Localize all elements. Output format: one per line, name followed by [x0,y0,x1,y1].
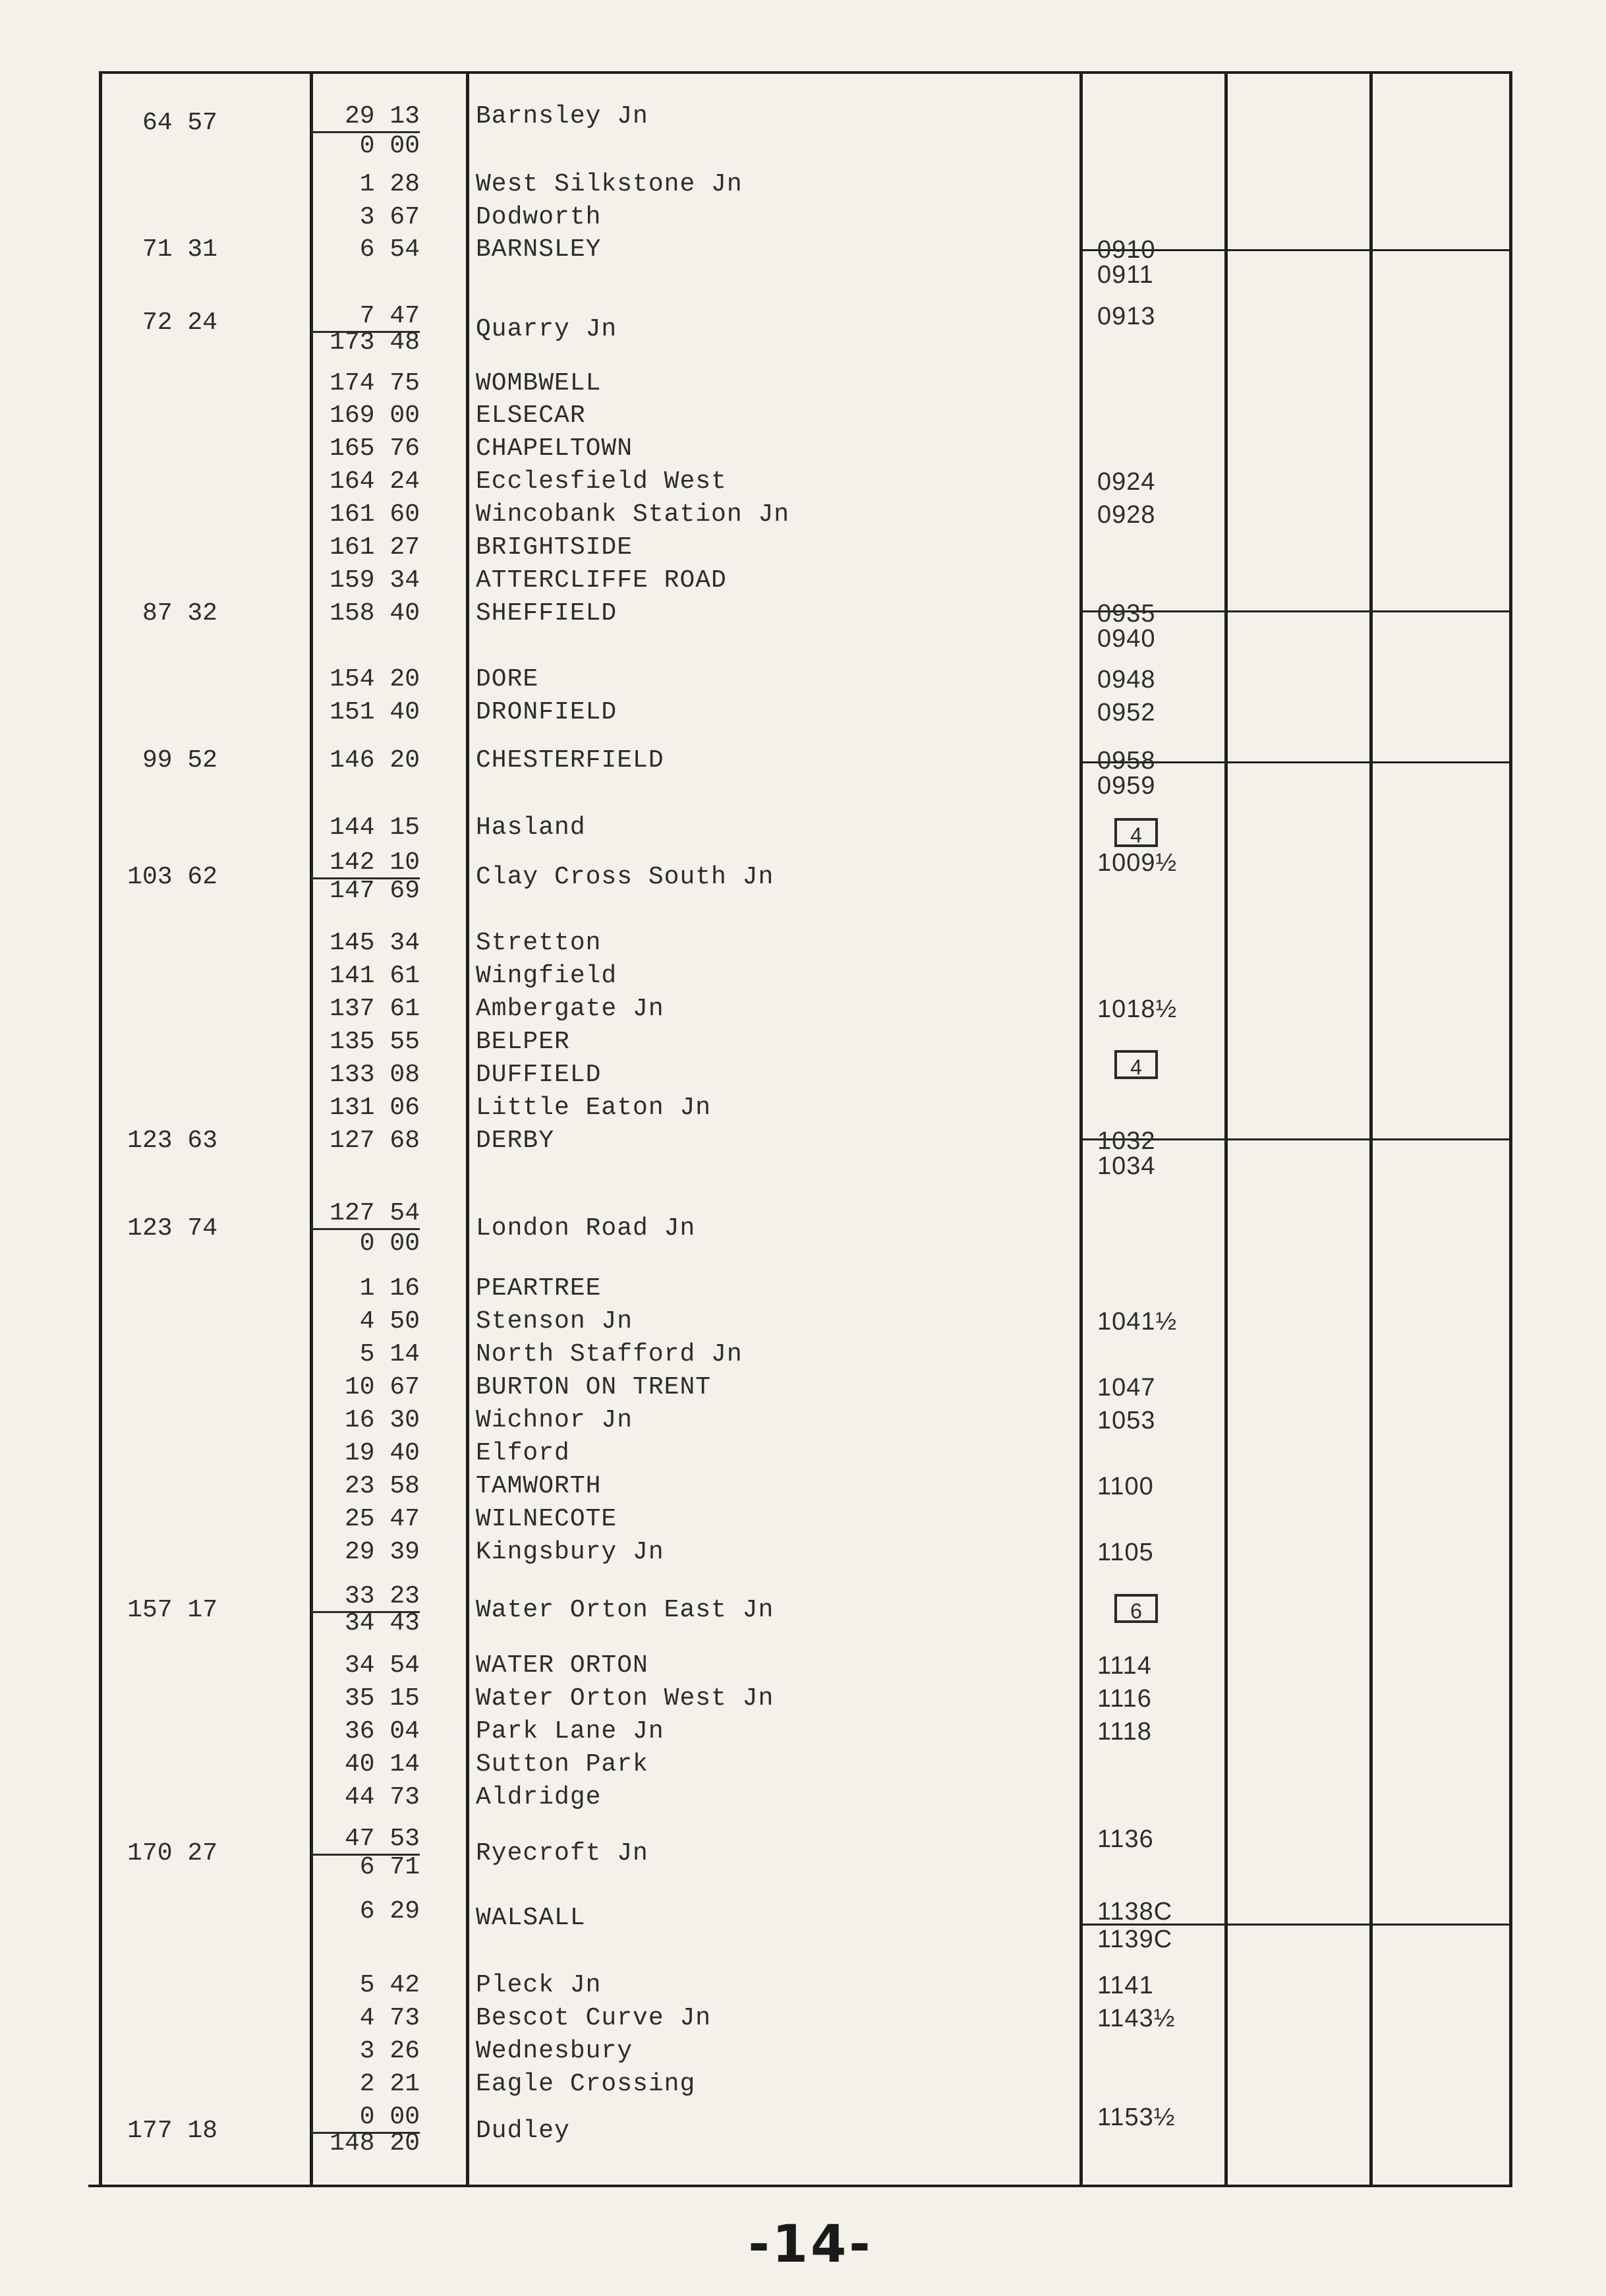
timing: 0958 [1097,747,1156,775]
location-name: Clay Cross South Jn [476,863,774,891]
timing: 0911 [1097,261,1154,289]
cumulative-mileage: 99 52 [142,746,217,775]
section-mileage: 3 26 [359,2037,420,2065]
location-name: Sutton Park [476,1750,648,1779]
location-name: Kingsbury Jn [476,1538,664,1566]
location-name: Eagle Crossing [476,2070,696,2098]
section-mileage: 29 39 [344,1538,420,1566]
allowance-box: 6 [1114,1594,1158,1623]
timing: 0928 [1097,501,1156,529]
section-mileage: 173 48 [330,328,420,357]
location-name: Elford [476,1439,570,1467]
timing: 0940 [1097,625,1156,653]
section-mileage: 141 61 [330,962,420,990]
location-name: DERBY [476,1127,555,1155]
cumulative-mileage: 64 57 [142,109,217,137]
section-mileage: 36 04 [344,1717,420,1746]
section-mileage: 145 34 [330,929,420,957]
location-name: Water Orton West Jn [476,1684,774,1713]
timing: 1116 [1097,1685,1152,1713]
column-divider-time [1079,71,1083,2187]
timing: 1041½ [1097,1308,1178,1336]
location-name: Bescot Curve Jn [476,2004,712,2032]
table-border-top [99,71,1512,74]
section-mileage: 133 08 [330,1061,420,1089]
section-mileage: 154 20 [330,665,420,693]
section-mileage: 164 24 [330,467,420,496]
location-name: WILNECOTE [476,1505,617,1533]
timing: 1141 [1097,1972,1154,1999]
timing: 1136 [1097,1825,1154,1853]
location-name: Wingfield [476,962,617,990]
section-mileage: 6 71 [359,1853,420,1881]
section-mileage: 158 40 [330,599,420,628]
location-name: ATTERCLIFFE ROAD [476,566,727,595]
section-mileage: 0 00 [359,132,420,160]
section-mileage: 127 68 [330,1127,420,1155]
section-mileage: 19 40 [344,1439,420,1467]
section-mileage: 137 61 [330,995,420,1023]
location-name: Wichnor Jn [476,1406,633,1434]
section-mileage: 6 54 [359,235,420,264]
timing: 1105 [1097,1539,1154,1566]
section-mileage: 0 00 [359,1229,420,1258]
location-name: Hasland [476,813,586,842]
location-name: Park Lane Jn [476,1717,664,1746]
location-name: WATER ORTON [476,1651,648,1680]
location-name: BARNSLEY [476,235,602,264]
timing: 0913 [1097,303,1156,330]
location-name: Ryecroft Jn [476,1839,648,1868]
section-mileage: 44 73 [344,1783,420,1811]
cumulative-mileage: 123 63 [127,1127,217,1155]
section-mileage: 7 47 [311,302,420,333]
location-name: Pleck Jn [476,1971,602,1999]
location-name: CHAPELTOWN [476,434,633,463]
timing: 0910 [1097,236,1156,264]
location-name: Stenson Jn [476,1307,633,1336]
location-name: West Silkstone Jn [476,170,743,198]
section-mileage: 25 47 [344,1505,420,1533]
section-mileage: 10 67 [344,1373,420,1401]
timing: 1018½ [1097,995,1178,1023]
section-mileage: 4 50 [359,1307,420,1336]
cumulative-mileage: 123 74 [127,1214,217,1243]
section-mileage: 34 54 [344,1651,420,1680]
table-border-bottom [88,2185,1512,2187]
location-name: Stretton [476,929,602,957]
section-mileage: 148 20 [330,2129,420,2158]
timing: 1118 [1097,1718,1152,1746]
location-name: WALSALL [476,1904,586,1932]
location-name: BELPER [476,1028,570,1056]
location-name: PEARTREE [476,1274,602,1303]
location-name: Ecclesfield West [476,467,727,496]
location-name: Barnsley Jn [476,102,648,131]
section-mileage: 33 23 [311,1582,420,1613]
location-name: Quarry Jn [476,315,617,343]
table-border-left [99,71,102,2187]
location-name: ELSECAR [476,401,586,430]
location-name: WOMBWELL [476,369,602,397]
section-mileage: 23 58 [344,1472,420,1500]
section-mileage: 144 15 [330,813,420,842]
section-mileage: 35 15 [344,1684,420,1713]
allowance-box: 4 [1114,818,1158,847]
location-name: London Road Jn [476,1214,696,1243]
section-mileage: 151 40 [330,698,420,726]
timing: 1138C [1097,1898,1173,1926]
location-name: TAMWORTH [476,1472,602,1500]
timing: 1032 [1097,1127,1156,1155]
timing: 1153½ [1097,2104,1176,2131]
location-name: SHEFFIELD [476,599,617,628]
cumulative-mileage: 177 18 [127,2117,217,2145]
section-mileage: 135 55 [330,1028,420,1056]
location-name: Water Orton East Jn [476,1596,774,1624]
column-divider-extra-2 [1369,71,1373,2187]
timing: 1114 [1097,1652,1152,1680]
section-mileage: 0 00 [311,2103,420,2134]
timing: 0935 [1097,600,1156,628]
section-mileage: 165 76 [330,434,420,463]
location-name: DORE [476,665,539,693]
section-mileage: 161 60 [330,500,420,529]
location-name: DRONFIELD [476,698,617,726]
section-mileage: 34 43 [344,1609,420,1637]
column-divider-extra-1 [1224,71,1228,2187]
section-mileage: 127 54 [311,1199,420,1230]
cumulative-mileage: 72 24 [142,309,217,337]
cumulative-mileage: 157 17 [127,1596,217,1624]
location-name: Wednesbury [476,2037,633,2065]
timing: 1139C [1097,1926,1173,1953]
timing: 1100 [1097,1473,1154,1500]
timing: 0948 [1097,666,1156,693]
section-mileage: 1 16 [359,1274,420,1303]
page-number: -14- [748,2215,873,2274]
section-mileage: 142 10 [311,848,420,879]
section-mileage: 47 53 [311,1825,420,1856]
section-mileage: 131 06 [330,1094,420,1122]
section-mileage: 5 42 [359,1971,420,1999]
cumulative-mileage: 103 62 [127,863,217,891]
timing: 1009½ [1097,849,1178,877]
section-mileage: 1 28 [359,170,420,198]
section-mileage: 4 73 [359,2004,420,2032]
timing: 0952 [1097,699,1156,726]
location-name: Aldridge [476,1783,602,1811]
section-mileage: 5 14 [359,1340,420,1369]
timing: 1143½ [1097,2005,1176,2032]
location-name: BURTON ON TRENT [476,1373,712,1401]
section-mileage: 169 00 [330,401,420,430]
section-mileage: 174 75 [330,369,420,397]
location-name: Wincobank Station Jn [476,500,790,529]
timing: 0924 [1097,468,1156,496]
location-name: North Stafford Jn [476,1340,743,1369]
section-mileage: 3 67 [359,203,420,231]
location-name: DUFFIELD [476,1061,602,1089]
location-name: BRIGHTSIDE [476,533,633,562]
cumulative-mileage: 71 31 [142,235,217,264]
cumulative-mileage: 170 27 [127,1839,217,1868]
location-name: Dodworth [476,203,602,231]
timing: 1053 [1097,1407,1156,1434]
timing: 1047 [1097,1374,1156,1401]
column-divider-location [466,71,469,2187]
cumulative-mileage: 87 32 [142,599,217,628]
section-mileage: 147 69 [330,877,420,905]
section-mileage: 6 29 [359,1897,420,1926]
section-mileage: 29 13 [311,102,420,133]
location-name: Ambergate Jn [476,995,664,1023]
section-mileage: 159 34 [330,566,420,595]
timing: 0959 [1097,772,1156,800]
timing: 1034 [1097,1152,1156,1180]
section-mileage: 16 30 [344,1406,420,1434]
allowance-box: 4 [1114,1050,1158,1079]
section-mileage: 161 27 [330,533,420,562]
location-name: Little Eaton Jn [476,1094,712,1122]
location-name: CHESTERFIELD [476,746,664,775]
section-mileage: 2 21 [359,2070,420,2098]
location-name: Dudley [476,2117,570,2145]
section-mileage: 40 14 [344,1750,420,1779]
table-border-right [1509,71,1512,2187]
section-mileage: 146 20 [330,746,420,775]
